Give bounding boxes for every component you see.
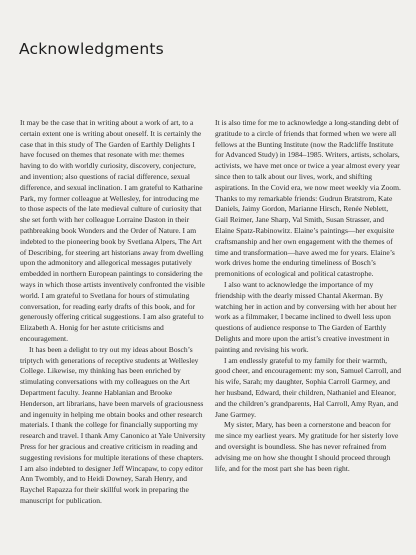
page-title: Acknowledgments xyxy=(19,40,164,58)
paragraph: It may be the case that in writing about a work of art, to a certain extent one is writing about oneself. It is certainly the case that in this study of The Garden of Earthly Delights I have focused on themes that resonate with me: themes having to do with worldly curiosity, discovery, conjecture, and invention; also questions of racial difference, sexual difference, and sexual inclination. I am grateful to Katharine Park, my former colleague at Wellesley, for introducing me to those aspects of the late medieval culture of curiosity that she set forth with her colleague Lorraine Daston in their pathbreaking book Wonders and the Order of Nature. I am indebted to the pioneering book by Svetlana Alpers, The Art of Describing, for steering art historians away from dwelling upon the admonitory and allegorical messages putatively embedded in northern European paintings to considering the ways in which those artists inventively confronted the visible world. I am grateful to Svetlana for hours of stimulating conversation, for reading early drafts of this book, and for generously offering critical suggestions. I am also grateful to Elizabeth A. Honig for her astute criticisms and encouragement. xyxy=(20,118,205,343)
paragraph: My sister, Mary, has been a cornerstone and beacon for me since my earliest years. My gratitude for her sisterly love and oversight is boundless. She has never refrained from advising me on how she thought I should proceed through life, and for the most part she has been right. xyxy=(215,420,399,473)
paragraph: It has been a delight to try out my ideas about Bosch’s triptych with generations of receptive students at Wellesley College. Likewise, my thinking has been enriched by stimulating conversations with my colleagues on the Art Department faculty. Jeanne Hablanian and Brooke Henderson, art librarians, have been marvels of graciousness and ingenuity in helping me obtain books and other research materials. I thank the college for financially supporting my research and travel. I thank Amy Canonico at Yale University Press for her gracious and creative criticism in reading and suggesting revisions for multiple iterations of these chapters. I am also indebted to designer Jeff Wincapaw, to copy editor Ann Twombly, and to Heidi Downey, Sarah Henry, and Raychel Rapazza for their skillful work in preparing the manuscript for publication. xyxy=(20,344,206,505)
right-column xyxy=(215,118,401,474)
paragraph: I also want to acknowledge the importance of my friendship with the dearly missed Chantal Akerman. By watching her in action and by conversing with her about her work as a filmmaker, I became inclined to dwell less upon questions of audience response to The Garden of Earthly Delights and more upon the artist’s creative investment in painting and revising his work. xyxy=(215,279,397,354)
paragraph: It is also time for me to acknowledge a long-standing debt of gratitude to a circle of friends that formed when we were all fellows at the Bunting Institute (now the Radcliffe Institute for Advanced Study) in 1984–1985. Writers, artists, scholars, activists, we have met once or twice a year almost every year since then to talk about our lives, work, and shifting aspirations. In the Covid era, we now meet weekly via Zoom. Thanks to my remarkable friends: Gudrun Bratstrom, Kate Daniels, Jaimy Gordon, Marianne Hirsch, Renée Neblett, Gail Reimer, Jane Sharp, Val Smith, Susan Strasser, and Elaine Spatz-Rabinowitz. Elaine’s paintings—her exquisite craftsmanship and her own engagement with the themes of time and transformation—have awed me for years. Elaine’s work drives home the enduring timeliness of Bosch’s premonitions of ecological and political catastrophe. xyxy=(215,118,401,279)
left-column xyxy=(20,118,206,507)
paragraph: I am endlessly grateful to my family for their warmth, good cheer, and encouragement: my son, Samuel Carroll, and his wife, Sarah; my daughter, Sophia Carroll Garmey, and her husband, Edward, their children, Nathaniel and Eleanor, and the children’s grandparents, Hal Carroll, Amy Ryan, and Jane Garmey. xyxy=(215,355,402,419)
